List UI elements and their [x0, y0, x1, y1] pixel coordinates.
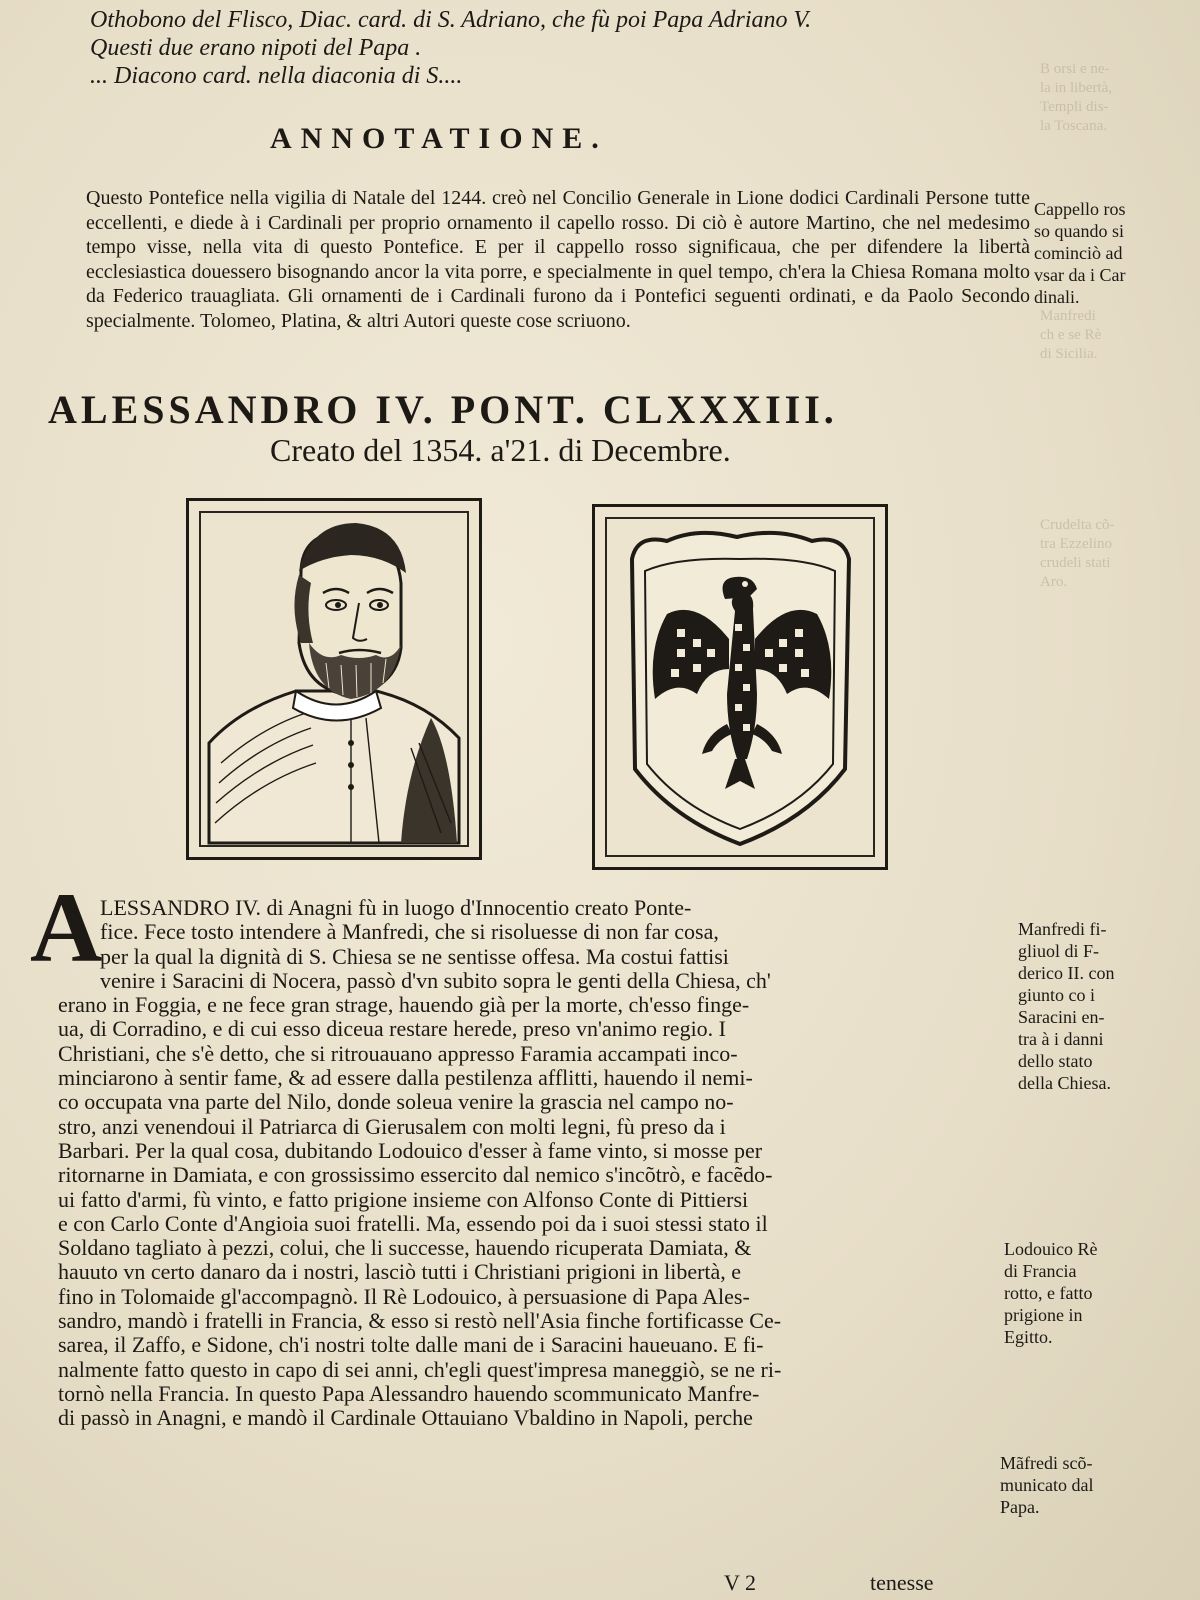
text-line: ui fatto d'armi, fù vinto, e fatto prigione insieme con Alfonso Conte di Pittiersi: [58, 1187, 749, 1212]
ghost-line: ch e se Rè: [1040, 327, 1102, 343]
text-line: di passò in Anagni, e mandò il Cardinale Ottauiano Vbaldino in Napoli, perche: [58, 1406, 753, 1431]
margin-note-line: Saracini en-: [1018, 1007, 1105, 1027]
text-line: erano in Foggia, e ne fece gran strage, hauendo già per la morte, ch'esso finge-: [58, 993, 750, 1018]
text-line: ... Diacono card. nella diaconia di S....: [90, 63, 463, 89]
pope-subheading: Creato del 1354. a'21. di Decembre.: [270, 432, 731, 468]
text-line: stro, anzi venendoui il Patriarca di Gierusalem con molti legni, fù preso da i: [58, 1114, 726, 1139]
text-line: co occupata vna parte del Nilo, donde soleua venire la grascia nel campo no-: [58, 1090, 734, 1115]
margin-note-line: cominciò ad: [1034, 243, 1123, 263]
margin-note-line: Cappello ros: [1034, 199, 1126, 219]
margin-note-line: tra à i danni: [1018, 1029, 1104, 1049]
ghost-line: [1040, 459, 1190, 478]
ghost-line: [1040, 440, 1190, 459]
margin-note-line: Papa.: [1000, 1497, 1040, 1517]
margin-note-manfredi: [1018, 918, 1114, 1094]
text-line: Barbari. Per la qual cosa, dubitando Lodouico d'esser à fame vinto, si mosse per: [58, 1138, 763, 1163]
ghost-line: di Sicilia.: [1040, 346, 1098, 362]
ghost-line: [1040, 402, 1190, 421]
text-line: venire i Saracini di Nocera, passò d'vn subito sopra le genti della Chiesa, ch': [100, 968, 771, 993]
ghost-line: Crudelta cõ-: [1040, 517, 1115, 533]
ghost-line: [1040, 497, 1190, 516]
text-line: e con Carlo Conte d'Angioia suoi fratelli. Ma, essendo poi da i suoi stessi stato il: [58, 1211, 768, 1236]
margin-note-line: so quando si: [1034, 221, 1124, 241]
text-line: minciarono à sentir fame, & ad essere dalla pestilenza afflitti, hauendo il nemi-: [58, 1066, 753, 1091]
margin-note-line: Lodouico Rè: [1004, 1239, 1098, 1259]
ghost-line: [1040, 364, 1190, 383]
text-line: Othobono del Flisco, Diac. card. di S. Adriano, che fù poi Papa Adriano V.: [90, 7, 812, 33]
catchword: tenesse: [870, 1570, 934, 1595]
margin-note-line: prigione in: [1004, 1305, 1083, 1325]
margin-note-line: municato dal: [1000, 1475, 1094, 1495]
margin-note-line: vsar da i Car: [1034, 265, 1126, 285]
annotation-body: Questo Pontefice nella vigilia di Natale del 1244. creò nel Concilio Generale in Lione dodici Cardinali Persone tutte eccellenti, e diede à i Cardinali per proprio ornamento il capello rosso. Di ciò è autore Martino, che nel medesimo tempo visse, nella vita di questo Pontefice. E per il cappello rosso significaua, che per difendere la libertà ecclesiastica douessero bisognando ancor la vita porre, e specialmente in quel tempo, ch'era la Chiesa Romana molto da Federico trauagliata. Gli ornamenti de i Cardinali furono da i Pontefici seguenti ordinati, e da Paolo Secondo specialmente. Tolomeo, Platina, & altri Autori queste cose scriuono.: [86, 187, 1030, 332]
margin-note-line: rotto, e fatto: [1004, 1283, 1093, 1303]
ghost-line: tra Ezzelino: [1040, 536, 1113, 552]
margin-note-line: Egitto.: [1004, 1327, 1053, 1347]
pope-portrait-image: [201, 513, 467, 845]
text-line: LESSANDRO IV. di Anagni fù in luogo d'Innocentio creato Ponte-: [100, 896, 692, 920]
ghost-line: la in libertà,: [1040, 80, 1113, 96]
ghost-line: [1040, 155, 1190, 174]
main-text-body: [58, 896, 996, 1431]
text-line: Soldano tagliato à pezzi, colui, che li successe, hauendo ricuperata Damiata, &: [58, 1236, 752, 1261]
margin-note-line: giunto co i: [1018, 985, 1095, 1005]
margin-note-line: dello stato: [1018, 1051, 1093, 1071]
ghost-line: [1040, 136, 1190, 155]
margin-note-line: dinali.: [1034, 287, 1080, 307]
signature-mark: V 2: [724, 1570, 756, 1595]
eagle-shield-image: [607, 519, 873, 855]
ghost-line: Templi dis-: [1040, 99, 1109, 115]
pope-heading: ALESSANDRO IV. PONT. CLXXXIII.: [48, 387, 838, 432]
text-line: fino in Tolomaide gl'accompagnò. Il Rè Lodouico, à persuasione di Papa Ales-: [58, 1284, 750, 1309]
ghost-line: la Toscana.: [1040, 118, 1107, 134]
text-line: sarea, il Zaffo, e Sidone, ch'i nostri tolte dalle mani de i Saracini haueuano. E fi-: [58, 1333, 764, 1358]
cardinal-list-continuation: [90, 6, 1050, 90]
ghost-line: [1040, 421, 1190, 440]
pope-portrait-woodcut: [186, 498, 482, 860]
margin-note-line: Manfredi fi-: [1018, 919, 1107, 939]
text-line: tornò nella Francia. In questo Papa Alessandro hauendo scommunicato Manfre-: [58, 1381, 760, 1406]
text-line: ua, di Corradino, e di cui esso diceua restare herede, preso vn'animo regio. I: [58, 1017, 727, 1042]
text-line: Questi due erano nipoti del Papa .: [90, 35, 422, 61]
ghost-line: Manfredi: [1040, 308, 1096, 324]
margin-note-scomunicato: [1000, 1452, 1093, 1518]
show-through-text: [1040, 60, 1190, 592]
ghost-line: B orsi e ne-: [1040, 61, 1110, 77]
text-line: hauuto vn certo danaro da i nostri, lasciò tutti i Christiani prigioni in libertà, e: [58, 1260, 742, 1285]
text-line: ritornarne in Damiata, e con grossissimo essercito dal nemico s'incõtrò, e facẽdo-: [58, 1163, 773, 1188]
margin-note-line: Mãfredi scõ-: [1000, 1453, 1093, 1473]
ghost-line: Aro.: [1040, 574, 1068, 590]
ghost-line: [1040, 174, 1190, 193]
margin-note-line: gliuol di F-: [1018, 941, 1100, 961]
margin-note-cappello: [1034, 198, 1126, 308]
text-line: nalmente fatto questo in capo di sei anni, ch'egli quest'impresa maneggiò, se ne ri-: [58, 1357, 782, 1382]
ghost-line: crudeli stati: [1040, 555, 1111, 571]
margin-note-line: di Francia: [1004, 1261, 1077, 1281]
margin-note-line: della Chiesa.: [1018, 1073, 1111, 1093]
text-line: sandro, mandò i fratelli in Francia, & esso si restò nell'Asia finche fortificasse Ce-: [58, 1309, 782, 1334]
drop-cap-letter: A: [30, 872, 103, 983]
margin-note-line: derico II. con: [1018, 963, 1115, 983]
ghost-line: [1040, 478, 1190, 497]
coat-of-arms-woodcut: [592, 504, 888, 870]
ghost-line: [1040, 383, 1190, 402]
margin-note-lodouico: [1004, 1238, 1097, 1348]
annotation-heading: ANNOTATIONE.: [270, 122, 608, 155]
text-line: per la qual la dignità di S. Chiesa se ne sentisse offesa. Ma costui fattisi: [100, 944, 729, 969]
text-line: Christiani, che s'è detto, che si ritrouauano appresso Faramia accampati inco-: [58, 1041, 738, 1066]
text-line: fice. Fece tosto intendere à Manfredi, che si risoluesse di non far cosa,: [100, 920, 719, 945]
